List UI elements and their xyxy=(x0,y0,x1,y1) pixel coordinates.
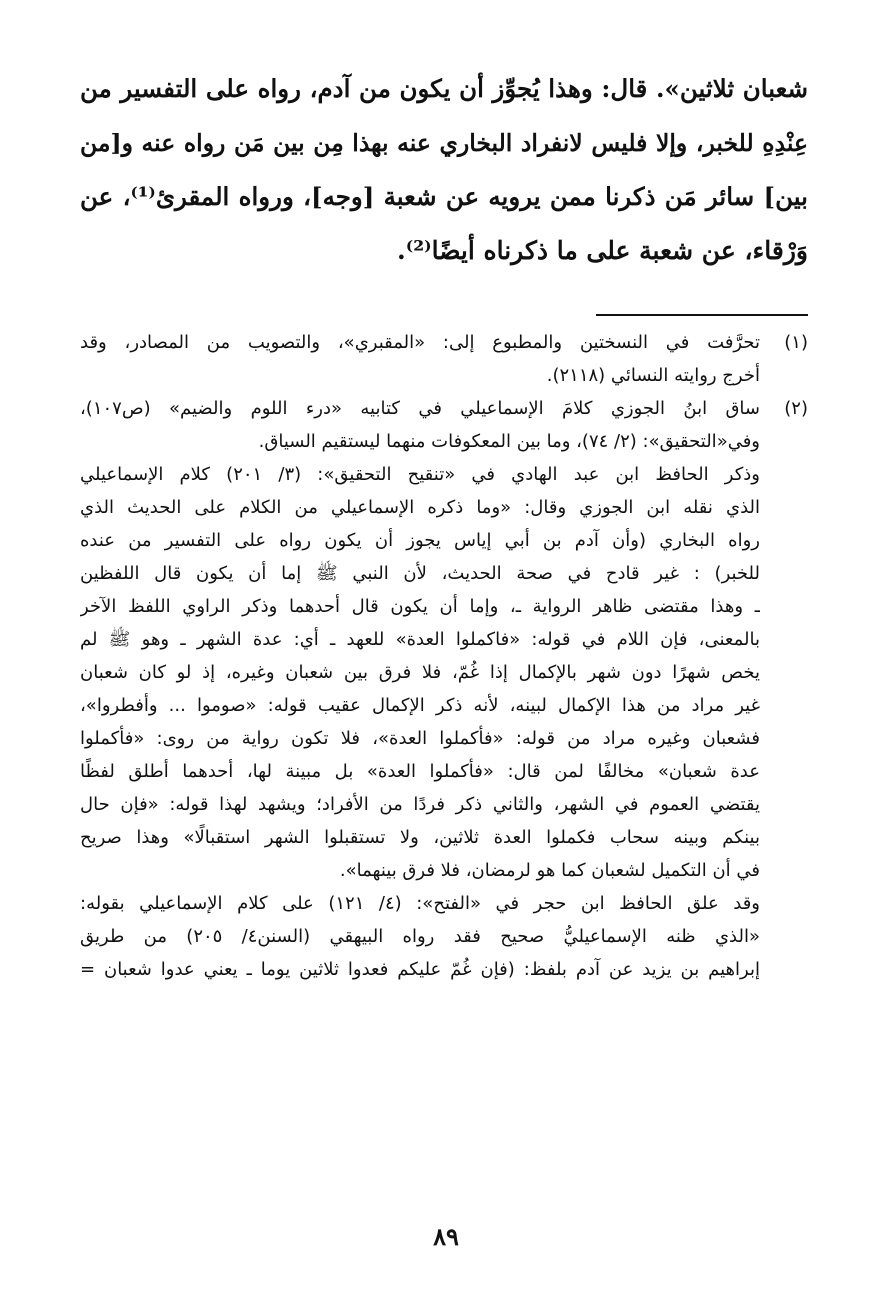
footnote-2-continuation-ibn-abd-alhadi xyxy=(80,458,808,887)
footnote-line: يخص شهرًا دون شهر بالإكمال إذا غُمّ، فلا فرق بين شعبان وغيره، إذ لو كان شعبان xyxy=(80,662,760,683)
footnote-line: رواه البخاري (وأن آدم بن أبي إياس يجوز أن يكون رواه على التفسير من عنده xyxy=(80,530,760,551)
main-line: عِنْدِهِ للخبر، وإلا فليس لانفراد البخاري عنه بهذا مِن بين مَن رواه عنه و[من xyxy=(80,129,808,157)
footnote-line: ـ وهذا مقتضى ظاهر الرواية ـ، وإما أن يكون قال أحدهما وذكر الراوي اللفظ الآخر xyxy=(80,596,760,617)
footnote-line: في أن التكميل لشعبان كما هو لرمضان، فلا فرق بينهما». xyxy=(339,860,760,881)
footnote-line: غير مراد من هذا الإكمال لبينه، لأنه ذكر الإكمال عقيب قوله: «صوموا ... وأفطروا»، xyxy=(80,695,760,716)
footnote-line: للخبر) : غير قادح في صحة الحديث، لأن النبي ﷺ إما أن يكون قال اللفظين xyxy=(80,563,760,584)
footnote-line: فشعبان وغيره مراد من قوله: «فأكملوا العدة»، فلا تكون رواية من روى: «فأكملوا xyxy=(80,728,760,749)
footnote-line: إبراهيم بن يزيد عن آدم بلفظ: (فإن غُمّ عليكم فعدوا ثلاثين يوما ـ يعني عدوا شعبان = xyxy=(80,959,760,980)
footnote-number: (٢) xyxy=(784,398,808,419)
footnote-line: بينكم وبينه سحاب فكملوا العدة ثلاثين، ولا تستقبلوا الشهر استقبالًا» وهذا صريح xyxy=(80,827,760,848)
footnote-2-continuation-ibn-hajar xyxy=(80,887,808,986)
footnote-line: أخرج روايته النسائي (٢١١٨). xyxy=(546,365,760,386)
footnote-2 xyxy=(80,392,808,458)
footnote-line: وذكر الحافظ ابن عبد الهادي في «تنقيح التحقيق»: (٣/ ٢٠١) كلام الإسماعيلي xyxy=(80,464,760,485)
main-line: وَرْقاء، عن شعبة على ما ذكرناه أيضًا⁽²⁾. xyxy=(397,236,808,265)
footnotes xyxy=(80,326,808,986)
footnote-line: ساق ابنُ الجوزي كلامَ الإسماعيلي في كتابيه «درء اللوم والضيم» (ص١٠٧)، xyxy=(80,398,760,419)
main-line: بين] سائر مَن ذكرنا ممن يرويه عن شعبة [وجه]، ورواه المقرئ⁽¹⁾، عن xyxy=(80,182,808,211)
footnote-separator xyxy=(596,314,808,316)
footnote-line: بالمعنى، فإن اللام في قوله: «فاكملوا العدة» للعهد ـ أي: عدة الشهر ـ وهو ﷺ لم xyxy=(80,629,760,650)
main-line: شعبان ثلاثين». قال: وهذا يُجوِّز أن يكون من آدم، رواه على التفسير من xyxy=(80,74,808,103)
footnote-line: «الذي ظنه الإسماعيليُّ صحيح فقد رواه البيهقي (السنن٤/ ٢٠٥) من طريق xyxy=(80,926,760,947)
footnote-line: تحرَّفت في النسختين والمطبوع إلى: «المقبري»، والتصويب من المصادر، وقد xyxy=(80,332,760,353)
footnote-1 xyxy=(80,326,808,392)
footnote-line: عدة شعبان» مخالفًا لمن قال: «فأكملوا العدة» بل مبينة لها، أحدهما أطلق لفظًا xyxy=(80,761,760,782)
footnote-line: يقتضي العموم في الشهر، والثاني ذكر فردًا من الأفراد؛ ويشهد لهذا قوله: «فإن حال xyxy=(80,794,760,815)
footnote-line: الذي نقله ابن الجوزي وقال: «وما ذكره الإسماعيلي من الكلام على الحديث الذي xyxy=(80,497,760,518)
page-number: ٨٩ xyxy=(433,1222,459,1251)
footnote-number: (١) xyxy=(784,332,808,353)
footnote-line: وفي«التحقيق»: (٢/ ٧٤)، وما بين المعكوفات منهما ليستقيم السياق. xyxy=(258,431,760,452)
main-paragraph xyxy=(80,62,808,278)
footnote-line: وقد علق الحافظ ابن حجر في «الفتح»: (٤/ ١٢١) على كلام الإسماعيلي بقوله: xyxy=(80,893,760,914)
